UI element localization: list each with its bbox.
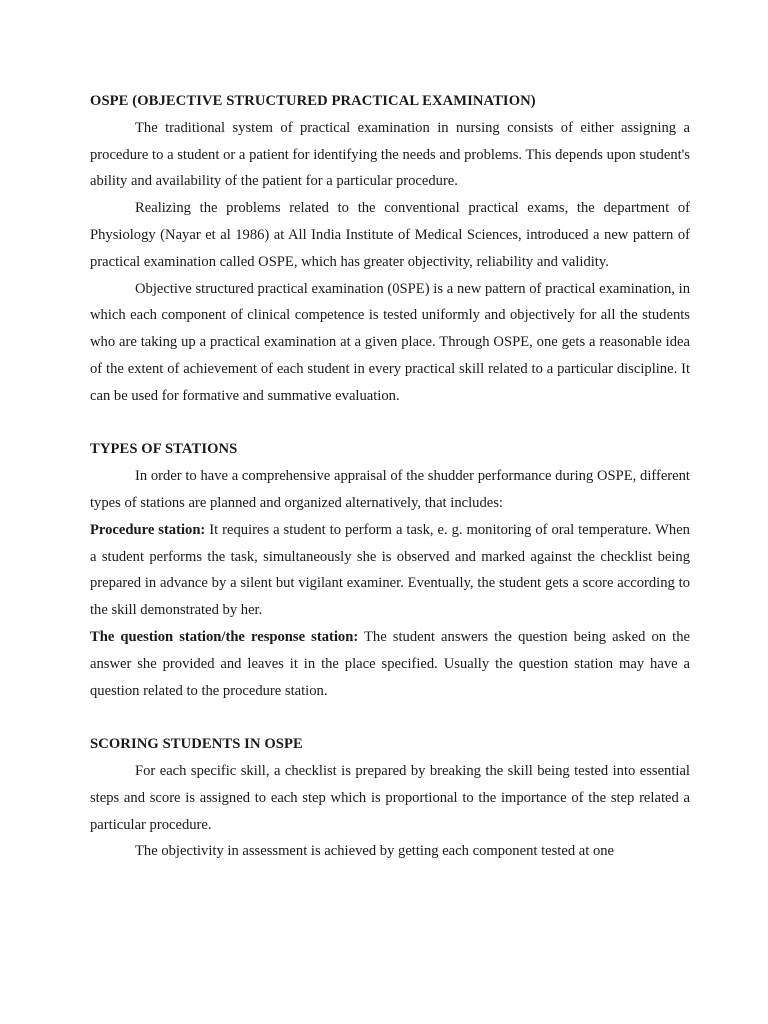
paragraph-checklist: For each specific skill, a checklist is prepared by breaking the skill being tested into essential steps and score is assigned to each step which is proportional to the importance of the step related a particular procedure. [90,762,690,833]
section-spacer [90,410,690,437]
paragraph-procedure-station [90,517,690,624]
section-spacer [90,704,690,731]
paragraph-realizing-problems: Realizing the problems related to the conventional practical exams, the department of Physiology (Nayar et al 1986) at All India Institute of Medical Sciences, introduced a new pattern of practical examination called OSPE, which has greater objectivity, reliability and validity. [90,200,690,270]
paragraph-objectivity: The objectivity in assessment is achieved by getting each component tested at one [135,843,615,860]
paragraph-question-station [90,624,690,704]
section-heading-scoring: SCORING STUDENTS IN OSPE [90,736,303,753]
document-page [90,88,690,865]
paragraph-types-intro: In order to have a comprehensive appraisal of the shudder performance during OSPE, different types of stations are planned and organized alternatively, that includes: [90,468,690,511]
procedure-station-text: It requires a student to perform a task, e. g. monitoring of oral temperature. When a student performs the task, simultaneously she is observed and marked against the checklist being prepared in advance by a silent but vigilant examiner. Eventually, the student gets a score according to the skill demonstrated by her. [90,521,690,619]
question-station-text: The student answers the question being asked on the answer she provided and leaves it in the place specified. Usually the question station may have a question related to the procedure station. [90,628,690,699]
question-station-label: The question station/the response station: [90,628,359,645]
paragraph-traditional-system: The traditional system of practical examination in nursing consists of either assigning a procedure to a student or a patient for identifying the needs and problems. This depends upon student's ability and availability of the patient for a particular procedure. [90,119,690,190]
section-heading-ospe: OSPE (OBJECTIVE STRUCTURED PRACTICAL EXAMINATION) [90,93,536,109]
section-heading-types: TYPES OF STATIONS [90,441,238,458]
procedure-station-label: Procedure station: [90,521,206,538]
paragraph-ospe-definition: Objective structured practical examination (0SPE) is a new pattern of practical examination, in which each component of clinical competence is tested uniformly and objectively for all the students who are taking up a practical examination at a given place. Through OSPE, one gets a reasonable idea of the extent of achievement of each student in every practical skill related to a particular discipline. It can be used for formative and summative evaluation. [90,280,690,404]
